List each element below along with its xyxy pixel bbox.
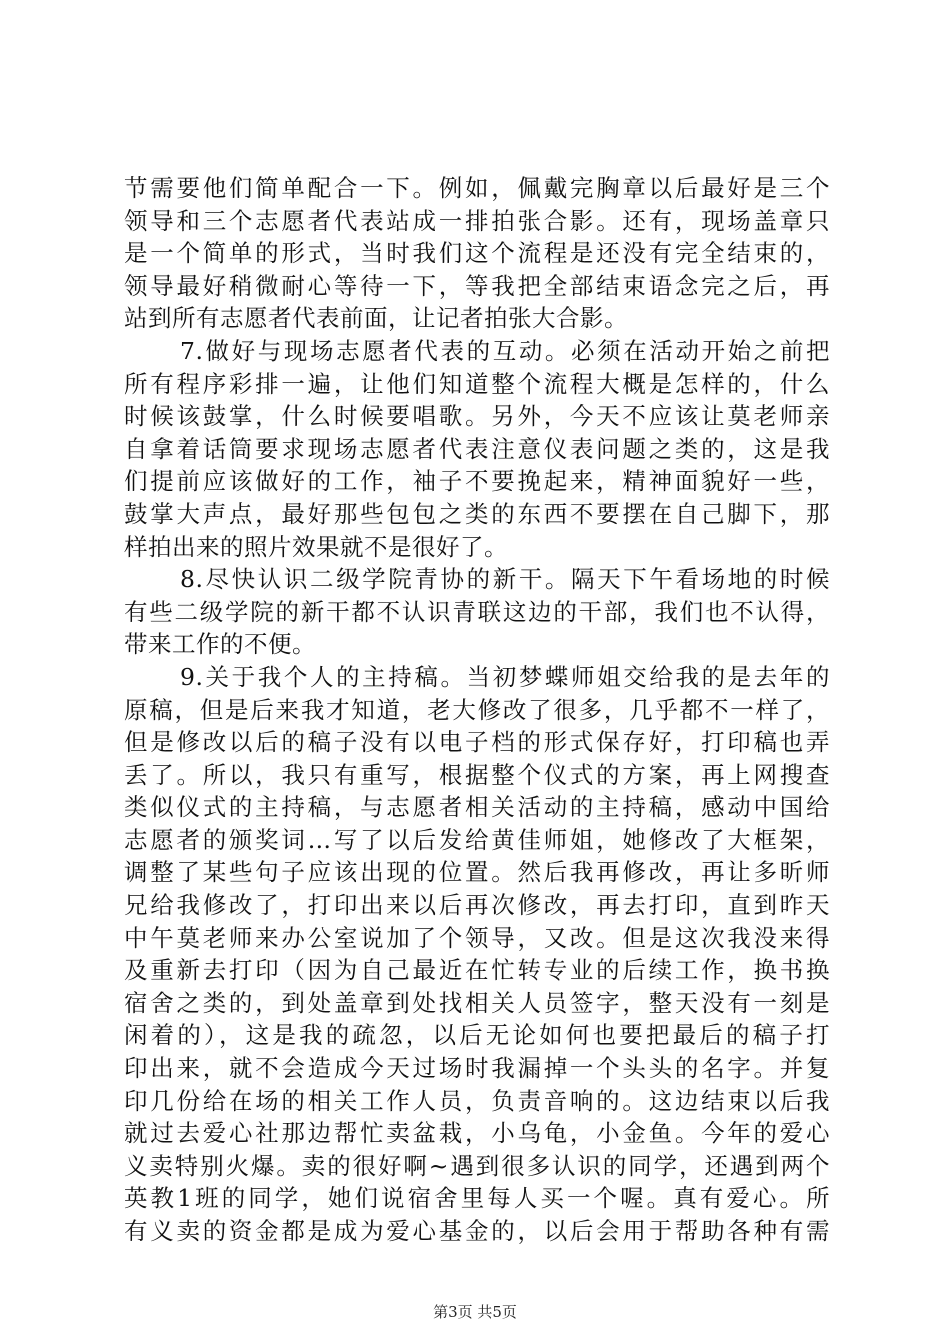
text-line: 节需要他们简单配合一下。例如，佩戴完胸章以后最好是三个: [124, 174, 830, 202]
text-line: 有义卖的资金都是成为爱心基金的，以后会用于帮助各种有需: [124, 1217, 830, 1245]
text-line: 但是修改以后的稿子没有以电子档的形式保存好，打印稿也弄: [124, 728, 830, 757]
text-line: 类似仪式的主持稿，与志愿者相关活动的主持稿，感动中国给: [124, 793, 830, 822]
text-line: 自拿着话筒要求现场志愿者代表注意仪表问题之类的，这是我: [124, 434, 830, 463]
document-body: [124, 172, 830, 1248]
text-line: 原稿，但是后来我才知道，老大修改了很多，几乎都不一样了，: [124, 695, 830, 724]
text-line: 们提前应该做好的工作，袖子不要挽起来，精神面貌好一些，: [124, 467, 830, 496]
page-number-footer: 第3页 共5页: [433, 1303, 517, 1321]
text-line: 英教1班的同学，她们说宿舍里每人买一个喔。真有爱心。所: [124, 1184, 830, 1213]
list-item-9-line: 9.关于我个人的主持稿。当初梦蝶师姐交给我的是去年的: [180, 662, 830, 691]
text-line: 鼓掌大声点，最好那些包包之类的东西不要摆在自己脚下，那: [124, 499, 830, 528]
list-item-8-line: 8.尽快认识二级学院青协的新干。隔天下午看场地的时候: [180, 565, 830, 594]
text-line: 印几份给在场的相关工作人员，负责音响的。这边结束以后我: [124, 1086, 830, 1115]
list-item-7-line: 7.做好与现场志愿者代表的互动。必须在活动开始之前把: [180, 336, 830, 365]
text-line: 兄给我修改了，打印出来以后再次修改，再去打印，直到昨天: [124, 891, 830, 920]
text-line: 是一个简单的形式，当时我们这个流程是还没有完全结束的，: [124, 239, 830, 268]
text-line: 带来工作的不便。: [124, 630, 316, 659]
text-line: 印出来，就不会造成今天过场时我漏掉一个头头的名字。并复: [124, 1054, 830, 1083]
text-line: 中午莫老师来办公室说加了个领导，又改。但是这次我没来得: [124, 923, 830, 952]
text-line: 有些二级学院的新干都不认识青联这边的干部，我们也不认得，: [124, 597, 830, 626]
text-line: 领导最好稍微耐心等待一下，等我把全部结束语念完之后，再: [124, 271, 830, 300]
text-line: 义卖特别火爆。卖的很好啊~遇到很多认识的同学，还遇到两个: [124, 1151, 830, 1180]
text-line: 调整了某些句子应该出现的位置。然后我再修改，再让多昕师: [124, 858, 830, 887]
text-line: 志愿者的颁奖词…写了以后发给黄佳师姐，她修改了大框架，: [124, 825, 830, 854]
text-line: 闲着的），这是我的疏忽，以后无论如何也要把最后的稿子打: [124, 1021, 830, 1050]
text-line: 就过去爱心社那边帮忙卖盆栽，小乌龟，小金鱼。今年的爱心: [124, 1119, 830, 1148]
text-line: 所有程序彩排一遍，让他们知道整个流程大概是怎样的，什么: [124, 369, 830, 398]
text-line: 及重新去打印（因为自己最近在忙转专业的后续工作，换书换: [124, 956, 830, 985]
text-line: 丢了。所以，我只有重写，根据整个仪式的方案，再上网搜查: [124, 760, 830, 789]
text-line: 时候该鼓掌，什么时候要唱歌。另外，今天不应该让莫老师亲: [124, 402, 830, 431]
text-line: 站到所有志愿者代表前面，让记者拍张大合影。: [124, 304, 628, 333]
text-line: 宿舍之类的，到处盖章到处找相关人员签字，整天没有一刻是: [124, 988, 830, 1017]
text-line: 样拍出来的照片效果就不是很好了。: [124, 532, 508, 561]
text-line: 领导和三个志愿者代表站成一排拍张合影。还有，现场盖章只: [124, 206, 830, 235]
